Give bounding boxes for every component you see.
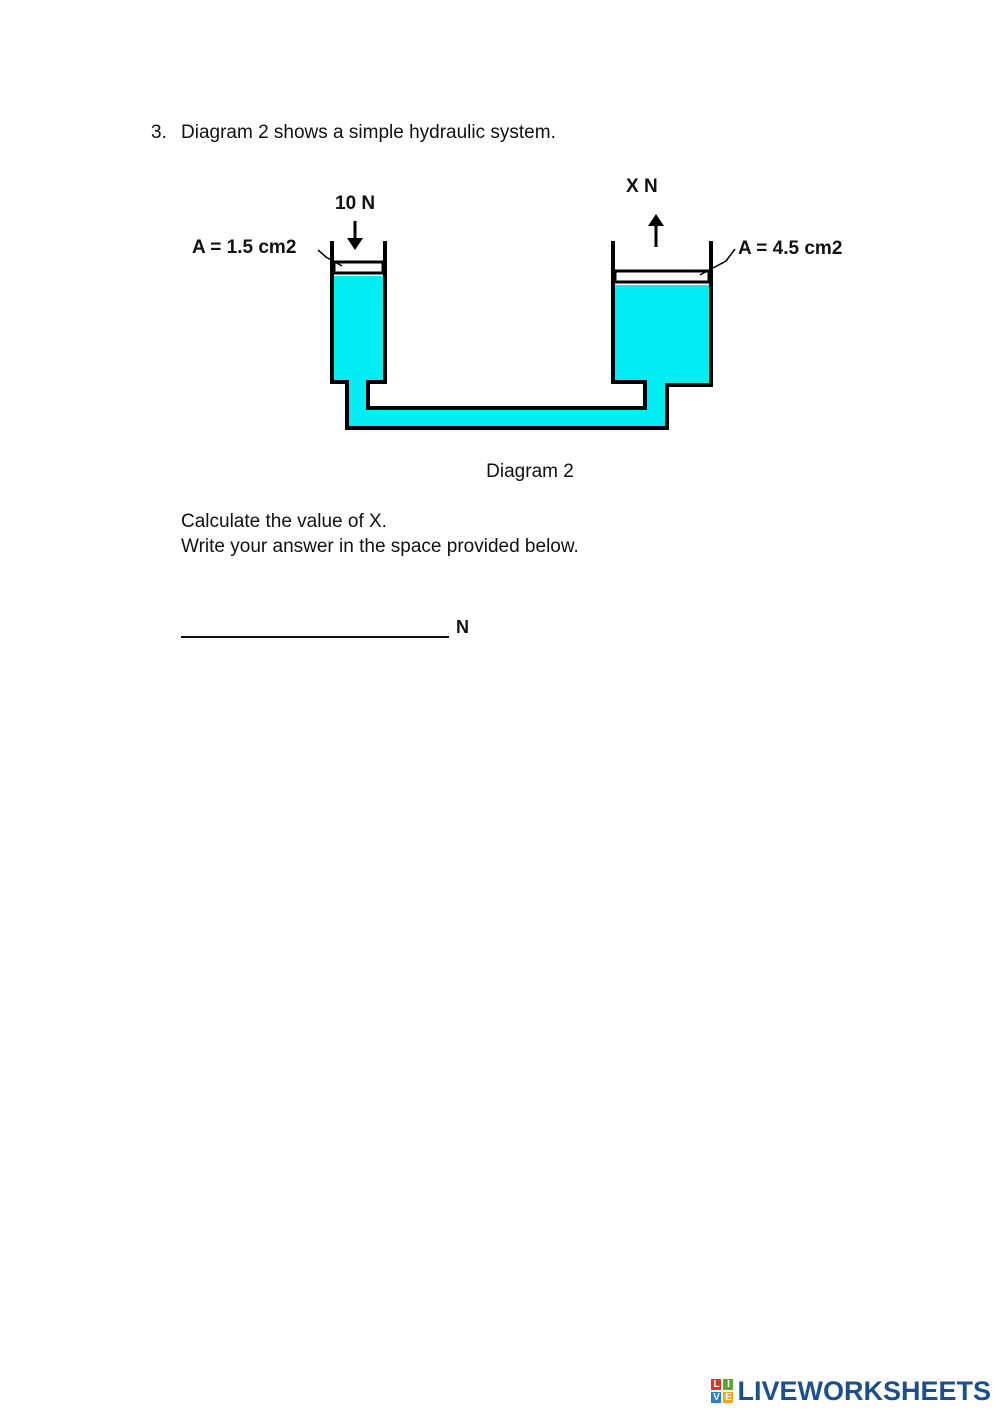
diagram-caption: Diagram 2 xyxy=(486,461,574,482)
liveworksheets-wordmark: LIVEWORKSHEETS xyxy=(737,1375,991,1406)
answer-row xyxy=(181,608,469,638)
logo-letter-v: V xyxy=(710,1391,722,1404)
instruction-line-1: Calculate the value of X. xyxy=(181,511,387,532)
question-number: 3. xyxy=(151,122,167,143)
hydraulic-diagram xyxy=(180,165,880,445)
instruction-line-2: Write your answer in the space provided below. xyxy=(181,536,579,557)
answer-input[interactable] xyxy=(181,616,449,638)
liveworksheets-brand[interactable] xyxy=(710,1375,991,1407)
left-piston xyxy=(334,262,383,273)
question-line xyxy=(151,121,556,145)
logo-letter-e: E xyxy=(722,1391,734,1404)
left-area-label: A = 1.5 cm2 xyxy=(192,237,297,258)
liveworksheets-logo-icon xyxy=(710,1378,734,1404)
hydraulic-system-figure xyxy=(180,165,880,445)
right-force-arrow xyxy=(648,214,664,247)
right-area-label: A = 4.5 cm2 xyxy=(738,238,843,259)
left-force-label: 10 N xyxy=(335,193,376,214)
left-force-arrow xyxy=(347,221,363,250)
answer-unit: N xyxy=(456,617,469,637)
logo-letter-l: L xyxy=(710,1378,722,1391)
right-piston xyxy=(615,271,709,282)
question-text: Diagram 2 shows a simple hydraulic system. xyxy=(181,122,556,143)
right-force-label: X N xyxy=(626,176,658,197)
hydraulic-fluid xyxy=(332,276,711,428)
logo-letter-i: I xyxy=(722,1378,734,1391)
